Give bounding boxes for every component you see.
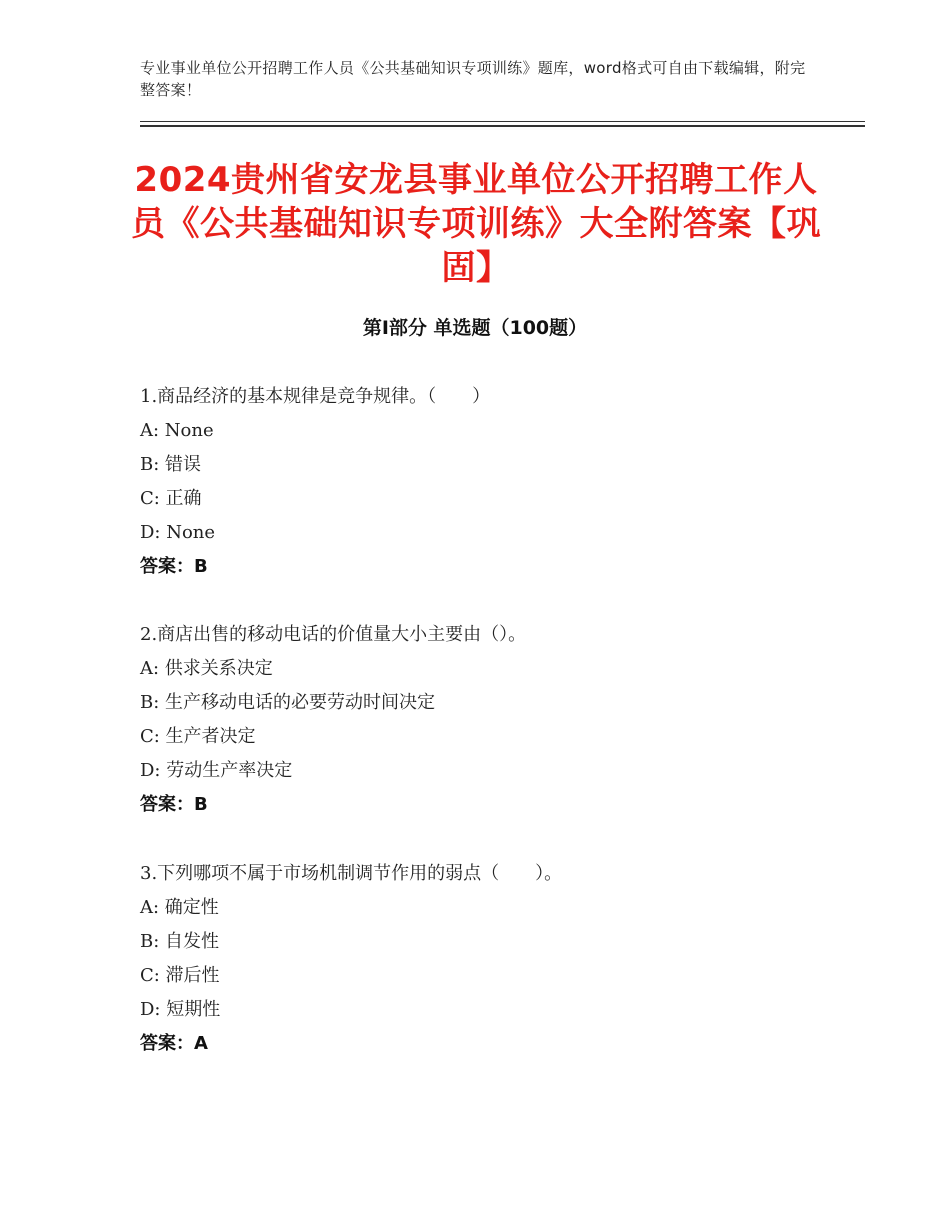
option-b: B: 生产移动电话的必要劳动时间决定: [140, 692, 436, 713]
option-c: C: 滞后性: [140, 965, 220, 986]
option-a: A: None: [140, 420, 214, 441]
option-c: C: 正确: [140, 488, 202, 509]
question-3: [140, 857, 840, 1061]
header-note: 专业事业单位公开招聘工作人员《公共基础知识专项训练》题库，word格式可自由下载编辑，附完整答案！: [140, 59, 806, 99]
option-a: A: 供求关系决定: [140, 658, 273, 679]
question-stem: 1.商品经济的基本规律是竞争规律。（ ）: [140, 386, 491, 407]
option-a: A: 确定性: [140, 897, 219, 918]
answer-label: 答案：B: [140, 794, 208, 815]
option-b: B: 错误: [140, 454, 202, 475]
header-divider-thin: [140, 121, 865, 122]
answer-label: 答案：A: [140, 1033, 208, 1054]
option-c: C: 生产者决定: [140, 726, 256, 747]
section-title: 第Ⅰ部分 单选题（100题）: [362, 317, 588, 339]
question-2: [140, 618, 840, 822]
option-d: D: None: [140, 522, 216, 543]
question-1: [140, 380, 840, 584]
option-d: D: 短期性: [140, 999, 221, 1020]
option-b: B: 自发性: [140, 931, 220, 952]
answer-label: 答案：B: [140, 556, 208, 577]
option-d: D: 劳动生产率决定: [140, 760, 293, 781]
header-divider-thick: [140, 125, 865, 127]
question-stem: 2.商店出售的移动电话的价值量大小主要由（）。: [140, 624, 527, 645]
question-stem: 3.下列哪项不属于市场机制调节作用的弱点（ ）。: [140, 863, 563, 884]
document-title: 2024贵州省安龙县事业单位公开招聘工作人员《公共基础知识专项训练》大全附答案【巩固】: [131, 160, 821, 288]
